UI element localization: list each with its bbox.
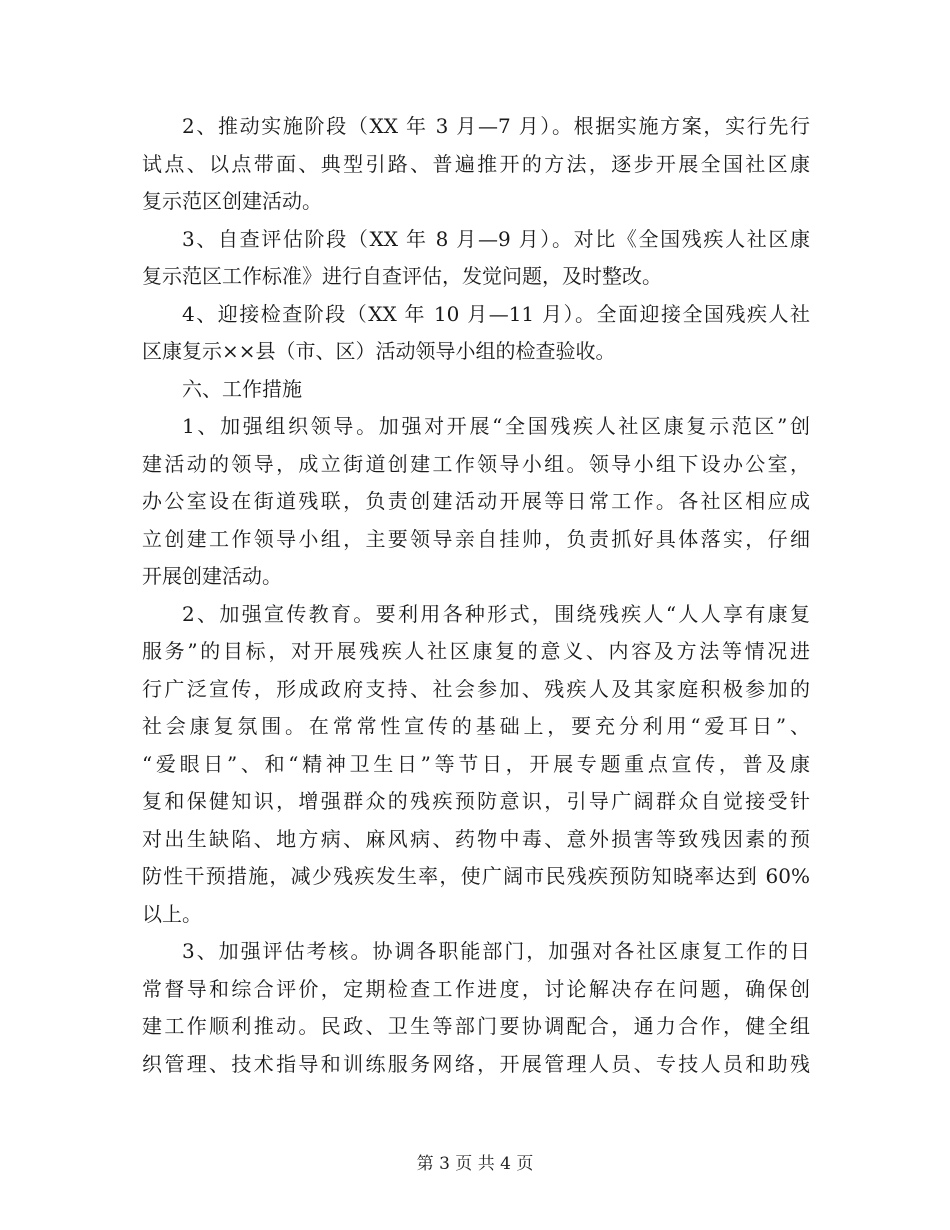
text-line: 2、加强宣传教育。要利用各种形式，围绕残疾人“人人享有康复 — [182, 601, 810, 626]
text-line: 社会康复氛围。在常常性宣传的基础上，要充分利用“爱耳日”、 — [142, 714, 810, 738]
text-line: 办公室设在街道残联，负责创建活动开展等日常工作。各社区相应成 — [142, 489, 810, 513]
text-line: 复示范区创建活动。 — [142, 189, 322, 213]
text-line: 立创建工作领导小组，主要领导亲自挂帅，负责抓好具体落实，仔细 — [142, 526, 810, 551]
text-line: 1、加强组织领导。加强对开展“全国残疾人社区康复示范区”创 — [182, 414, 810, 438]
text-line: 复和保健知识，增强群众的残疾预防意识，引导广阔群众自觉接受针 — [142, 789, 810, 813]
text-line: 2、推动实施阶段（XX 年 3 月—7 月）。根据实施方案，实行先行 — [182, 114, 810, 138]
text-line: 常督导和综合评价，定期检查工作进度，讨论解决存在问题，确保创 — [142, 976, 810, 1001]
text-line: 织管理、技术指导和训练服务网络，开展管理人员、专技人员和助残 — [142, 1051, 810, 1076]
document-body — [142, 108, 810, 1083]
text-line: 防性干预措施，减少残疾发生率，使广阔市民残疾预防知晓率达到 60% — [142, 864, 810, 888]
paragraph — [142, 933, 810, 1083]
paragraph — [142, 108, 810, 221]
text-line: 复示范区工作标准》进行自查评估，发觉问题，及时整改。 — [142, 264, 662, 288]
text-line: 开展创建活动。 — [142, 564, 282, 588]
text-line: 建工作顺利推动。民政、卫生等部门要协调配合，通力合作，健全组 — [142, 1014, 810, 1038]
paragraph — [142, 408, 810, 596]
text-line: 试点、以点带面、典型引路、普遍推开的方法，逐步开展全国社区康 — [142, 151, 810, 176]
text-line: 建活动的领导，成立街道创建工作领导小组。领导小组下设办公室， — [142, 451, 810, 476]
paragraph — [142, 296, 810, 371]
text-line: 区康复示××县（市、区）活动领导小组的检查验收。 — [142, 339, 616, 363]
text-line: 对出生缺陷、地方病、麻风病、药物中毒、意外损害等致残因素的预 — [142, 826, 810, 851]
page-number-footer: 第 3 页 共 4 页 — [416, 1154, 534, 1174]
text-line: “爱眼日”、和“精神卫生日”等节日，开展专题重点宣传，普及康 — [142, 751, 810, 776]
text-line: 3、自查评估阶段（XX 年 8 月—9 月）。对比《全国残疾人社区康 — [182, 226, 810, 251]
text-line: 服务”的目标，对开展残疾人社区康复的意义、内容及方法等情况进 — [142, 639, 810, 663]
text-line: 六、工作措施 — [182, 376, 302, 401]
text-line: 3、加强评估考核。协调各职能部门，加强对各社区康复工作的日 — [182, 939, 810, 963]
section-heading — [142, 371, 810, 409]
paragraph — [142, 596, 810, 934]
text-line: 行广泛宣传，形成政府支持、社会参加、残疾人及其家庭积极参加的 — [142, 676, 810, 701]
text-line: 以上。 — [142, 901, 202, 926]
paragraph — [142, 221, 810, 296]
text-line: 4、迎接检查阶段（XX 年 10 月—11 月）。全面迎接全国残疾人社 — [182, 301, 810, 326]
